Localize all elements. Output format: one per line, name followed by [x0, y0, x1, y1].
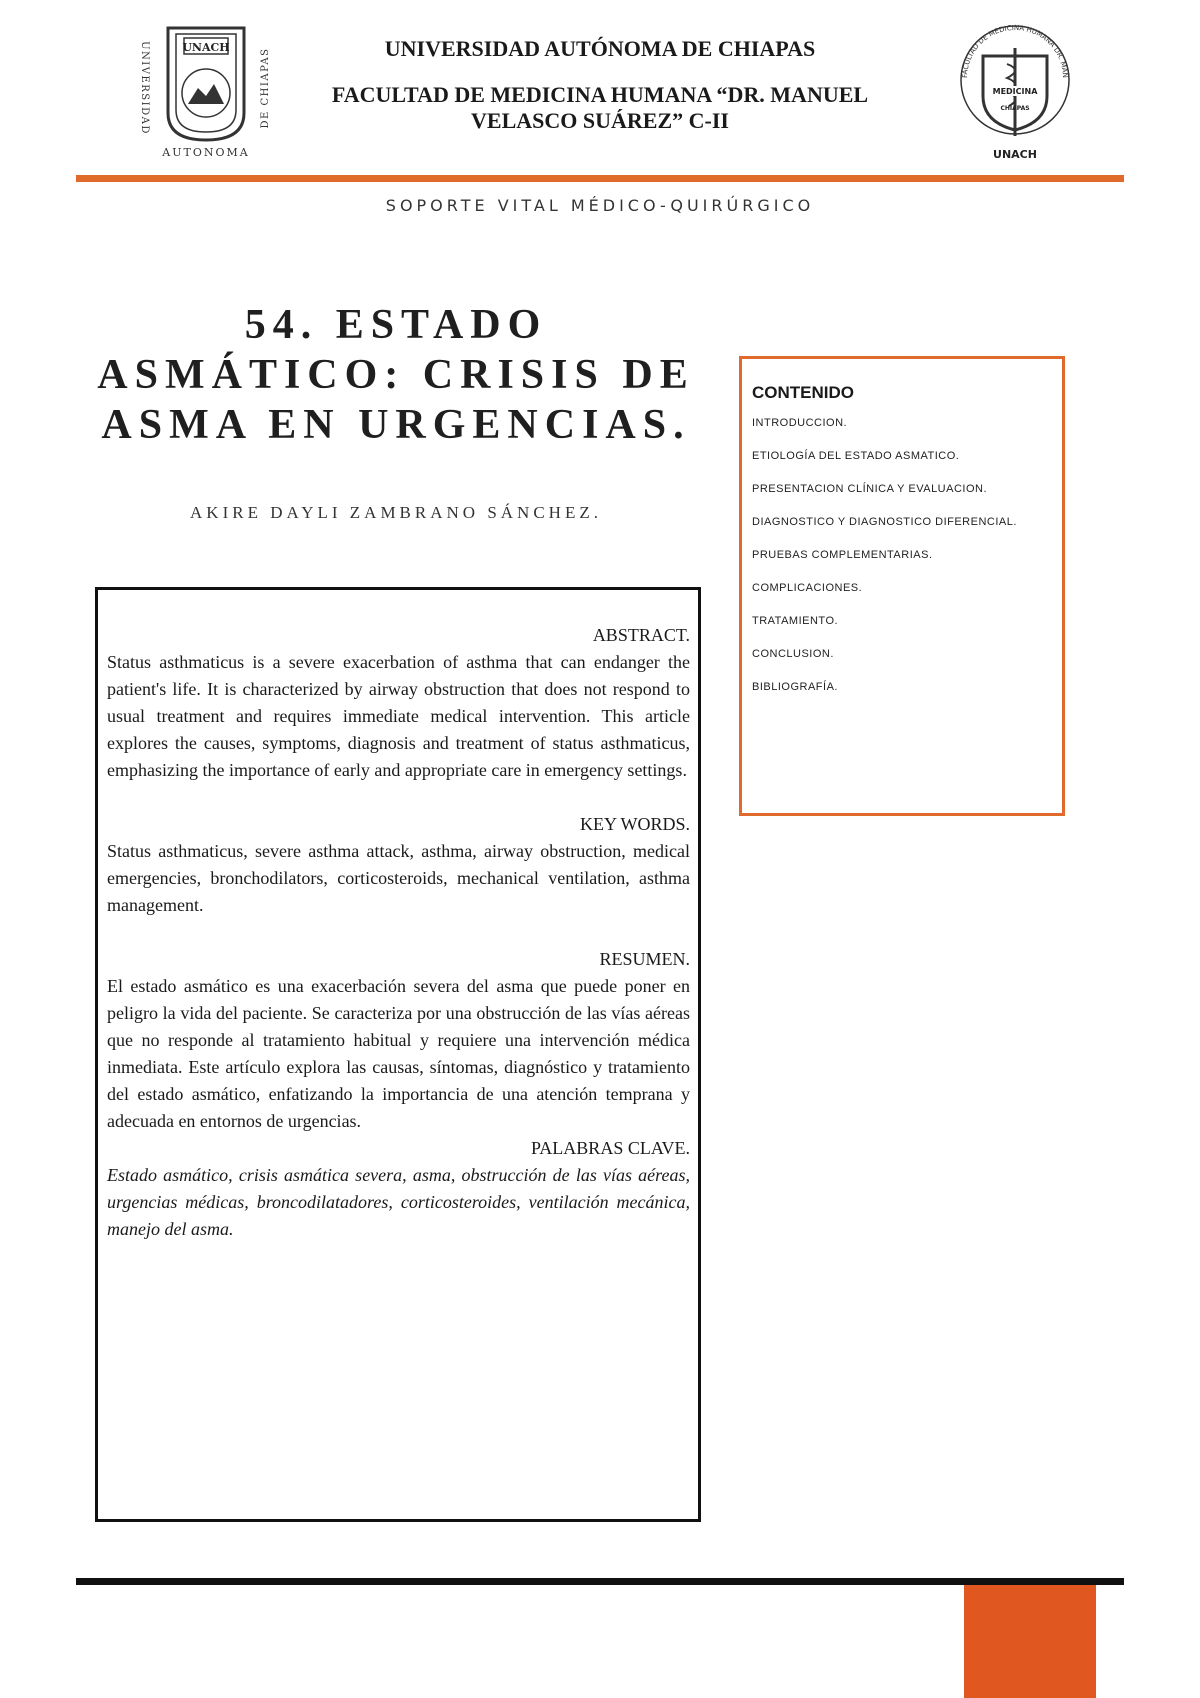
keywords-heading: KEY WORDS. — [579, 814, 690, 834]
svg-text:UNIVERSIDAD: UNIVERSIDAD — [139, 41, 150, 135]
header-institution — [300, 36, 900, 134]
university-name: UNIVERSIDAD AUTÓNOMA DE CHIAPAS — [384, 36, 816, 61]
svg-text:DE CHIAPAS: DE CHIAPAS — [260, 47, 271, 129]
resumen-text: El estado asmático es una exacerbación severa del asma que puede poner en peligro la vida del paciente. Se caracteriza por una obstrucción de las vías aéreas que no responde al tratamiento habitual y requiere una intervención médica inmediata. Este artículo explora las causas, síntomas, diagnóstico y tratamiento del estado asmático, enfatizando la importancia de una atención temprana y adecuada en entornos de urgencias. — [107, 976, 690, 1131]
header-divider — [76, 175, 1124, 182]
svg-text:CHIAPAS: CHIAPAS — [1000, 105, 1030, 112]
svg-text:FACULTAD DE MEDICINA HUMANA DR: FACULTAD DE MEDICINA HUMANA DR. MAN — [960, 23, 1070, 79]
article-title: 54. ESTADO ASMÁTICO: CRISIS DE ASMA EN URGENCIAS. — [97, 302, 695, 448]
contents-item: ETIOLOGÍA DEL ESTADO ASMATICO. — [752, 450, 960, 462]
svg-text:MEDICINA: MEDICINA — [992, 87, 1038, 96]
svg-text:UNACH: UNACH — [993, 148, 1037, 161]
contents-item: PRESENTACION CLÍNICA Y EVALUACION. — [752, 483, 988, 495]
article-author: AKIRE DAYLI ZAMBRANO SÁNCHEZ. — [190, 503, 602, 522]
abstract-text: Status asthmaticus is a severe exacerbation of asthma that can endanger the patient's life. It is characterized by airway obstruction that does not respond to usual treatment and requires immediate medical intervention. This article explores the causes, symptoms, diagnosis and treatment of status asthmaticus, emphasizing the importance of early and appropriate care in emergency settings. — [107, 652, 690, 780]
contents-item: PRUEBAS COMPLEMENTARIAS. — [752, 549, 933, 561]
contents-heading: CONTENIDO — [752, 383, 854, 402]
footer-divider — [76, 1578, 1124, 1585]
faculty-logo — [955, 18, 1075, 164]
course-name: SOPORTE VITAL MÉDICO-QUIRÚRGICO — [385, 196, 815, 215]
contents-item: INTRODUCCION. — [752, 417, 848, 429]
contents-item: COMPLICACIONES. — [752, 582, 863, 594]
abstract-heading: ABSTRACT. — [592, 625, 690, 645]
contents-list — [752, 417, 1052, 694]
contents-item: DIAGNOSTICO Y DIAGNOSTICO DIFERENCIAL. — [752, 516, 1017, 528]
contents-item: CONCLUSION. — [752, 648, 834, 660]
resumen-heading: RESUMEN. — [599, 949, 690, 969]
contents-item: BIBLIOGRAFÍA. — [752, 681, 838, 693]
svg-text:UNACH: UNACH — [182, 41, 230, 54]
footer-accent-block — [964, 1585, 1096, 1698]
palabras-clave-heading: PALABRAS CLAVE. — [530, 1138, 690, 1158]
svg-text:AUTONOMA: AUTONOMA — [162, 146, 250, 158]
university-logo — [128, 18, 284, 158]
abstract-box — [95, 587, 701, 1522]
contents-item: TRATAMIENTO. — [752, 615, 839, 627]
keywords-text: Status asthmaticus, severe asthma attack, asthma, airway obstruction, medical emergencies, bronchodilators, corticosteroids, mechanical ventilation, asthma management. — [107, 841, 690, 915]
palabras-clave-text: Estado asmático, crisis asmática severa, asma, obstrucción de las vías aéreas, urgencias médicas, broncodilatadores, corticosteroides, ventilación mecánica, manejo del asma. — [107, 1165, 690, 1239]
faculty-name: FACULTAD DE MEDICINA HUMANA “DR. MANUEL VELASCO SUÁREZ” C-II — [331, 82, 869, 133]
contents-box — [739, 356, 1065, 816]
